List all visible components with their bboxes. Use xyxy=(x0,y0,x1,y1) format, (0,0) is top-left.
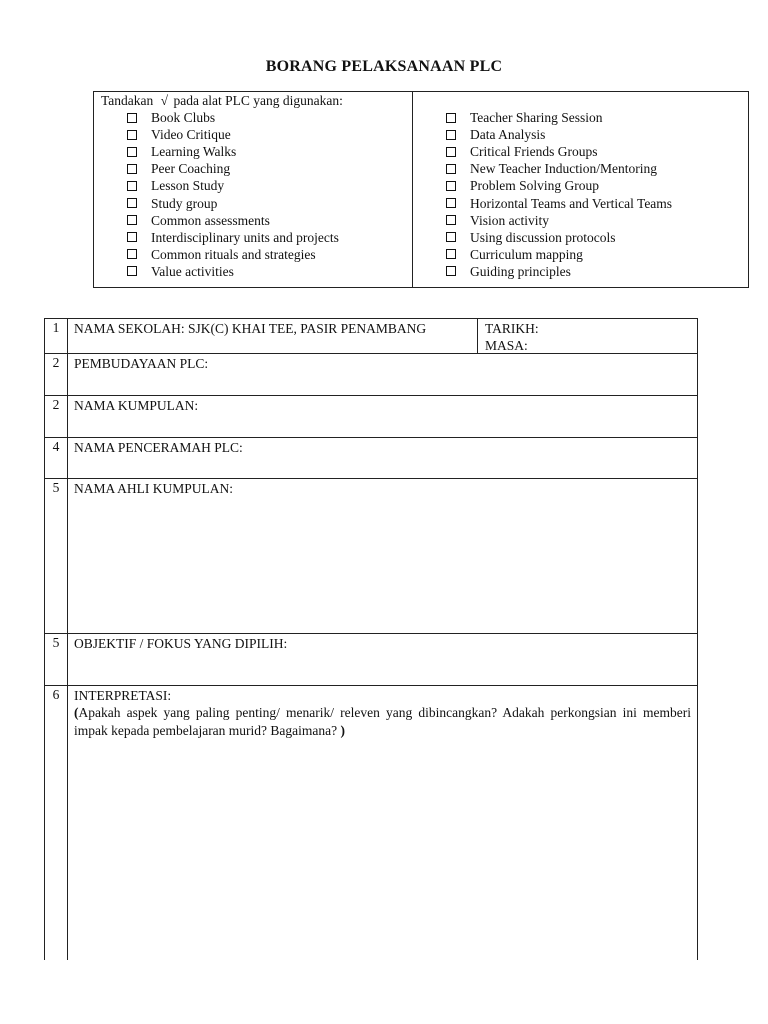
tool-item-discussion-protocols[interactable] xyxy=(446,229,672,246)
checkbox-icon[interactable] xyxy=(127,215,137,225)
tool-item-critical-friends[interactable] xyxy=(446,143,672,160)
tool-item-teacher-sharing[interactable] xyxy=(446,109,672,126)
checkbox-icon[interactable] xyxy=(446,232,456,242)
date-label: TARIKH: xyxy=(485,321,539,336)
tool-item-value-activities[interactable] xyxy=(127,263,339,280)
tool-item-curriculum-mapping[interactable] xyxy=(446,246,672,263)
school-name-field[interactable]: NAMA SEKOLAH: SJK(C) KHAI TEE, PASIR PENAMBANG xyxy=(68,319,478,353)
checkbox-icon[interactable] xyxy=(446,215,456,225)
plc-culture-field[interactable]: PEMBUDAYAAN PLC: xyxy=(74,356,209,371)
tool-label: Using discussion protocols xyxy=(470,229,616,245)
group-name-field[interactable]: NAMA KUMPULAN: xyxy=(74,398,199,413)
plc-form-table xyxy=(44,318,698,960)
tool-item-learning-walks[interactable] xyxy=(127,143,339,160)
date-time-field[interactable] xyxy=(478,319,697,353)
group-members-field[interactable]: NAMA AHLI KUMPULAN: xyxy=(74,481,234,496)
checkbox-icon[interactable] xyxy=(446,266,456,276)
checkbox-icon[interactable] xyxy=(127,130,137,140)
tool-label: Video Critique xyxy=(151,127,231,143)
tool-list-right xyxy=(446,109,672,280)
checkbox-icon[interactable] xyxy=(127,232,137,242)
check-mark-symbol: √ xyxy=(160,93,169,108)
checkbox-icon[interactable] xyxy=(127,164,137,174)
form-row-culture xyxy=(45,354,697,396)
checkbox-icon[interactable] xyxy=(127,198,137,208)
tool-item-data-analysis[interactable] xyxy=(446,126,672,143)
checklist-instruction xyxy=(101,93,343,109)
tool-label: Peer Coaching xyxy=(151,161,231,177)
checkbox-icon[interactable] xyxy=(446,181,456,191)
close-paren: ) xyxy=(340,723,346,738)
checkbox-icon[interactable] xyxy=(446,147,456,157)
tools-column-left xyxy=(94,92,413,287)
row-number: 1 xyxy=(45,319,68,353)
tool-label: Data Analysis xyxy=(470,127,546,143)
instruction-text-after: pada alat PLC yang digunakan: xyxy=(173,93,343,108)
row-number: 2 xyxy=(45,354,68,395)
tool-item-horizontal-vertical-teams[interactable] xyxy=(446,194,672,211)
checkbox-icon[interactable] xyxy=(446,130,456,140)
row-number: 6 xyxy=(45,686,68,960)
tool-label: Learning Walks xyxy=(151,144,237,160)
tool-label: Horizontal Teams and Vertical Teams xyxy=(470,195,673,211)
plc-tools-checklist xyxy=(93,91,749,288)
form-row-objective xyxy=(45,634,697,686)
tool-list-left xyxy=(127,109,339,280)
form-row-school xyxy=(45,319,697,354)
tool-item-common-rituals[interactable] xyxy=(127,246,339,263)
objective-focus-field[interactable]: OBJEKTIF / FOKUS YANG DIPILIH: xyxy=(74,636,288,651)
form-row-interpretation xyxy=(45,686,697,960)
interpretation-label: INTERPRETASI: xyxy=(74,688,172,703)
checkbox-icon[interactable] xyxy=(127,266,137,276)
tool-item-lesson-study[interactable] xyxy=(127,177,339,194)
tool-label: Study group xyxy=(151,195,218,211)
tool-item-study-group[interactable] xyxy=(127,194,339,211)
interpretation-field[interactable] xyxy=(68,686,697,960)
tool-label: Vision activity xyxy=(470,212,550,228)
checkbox-icon[interactable] xyxy=(127,113,137,123)
tool-item-vision-activity[interactable] xyxy=(446,212,672,229)
tool-item-video-critique[interactable] xyxy=(127,126,339,143)
row-number: 5 xyxy=(45,479,68,633)
speaker-name-field[interactable]: NAMA PENCERAMAH PLC: xyxy=(74,440,243,455)
checkbox-icon[interactable] xyxy=(446,164,456,174)
instruction-text-before: Tandakan xyxy=(101,93,154,108)
tool-item-interdisciplinary-units[interactable] xyxy=(127,229,339,246)
tool-label: Common rituals and strategies xyxy=(151,246,316,262)
tool-label: Guiding principles xyxy=(470,263,571,279)
tool-label: Critical Friends Groups xyxy=(470,144,598,160)
tool-item-problem-solving[interactable] xyxy=(446,177,672,194)
checkbox-icon[interactable] xyxy=(127,249,137,259)
form-row-members xyxy=(45,479,697,634)
interpretation-question: Apakah aspek yang paling penting/ menarik/ releven yang dibincangkan? Adakah perkongsian ini memberi impak kepada pembelajaran murid? Bagaimana? xyxy=(74,705,691,738)
checkbox-icon[interactable] xyxy=(446,113,456,123)
tool-label: Lesson Study xyxy=(151,178,225,194)
tool-label: Problem Solving Group xyxy=(470,178,600,194)
checkbox-icon[interactable] xyxy=(446,198,456,208)
tool-item-common-assessments[interactable] xyxy=(127,212,339,229)
tool-item-new-teacher-induction[interactable] xyxy=(446,160,672,177)
tools-column-right xyxy=(413,92,748,287)
checkbox-icon[interactable] xyxy=(127,181,137,191)
time-label: MASA: xyxy=(485,338,528,353)
form-title: BORANG PELAKSANAAN PLC xyxy=(265,58,503,75)
form-row-speaker xyxy=(45,438,697,479)
row-number: 2 xyxy=(45,396,68,437)
tool-item-guiding-principles[interactable] xyxy=(446,263,672,280)
checkbox-icon[interactable] xyxy=(446,249,456,259)
row-number: 4 xyxy=(45,438,68,478)
tool-label: New Teacher Induction/Mentoring xyxy=(470,161,657,177)
tool-label: Curriculum mapping xyxy=(470,246,583,262)
tool-item-peer-coaching[interactable] xyxy=(127,160,339,177)
checkbox-icon[interactable] xyxy=(127,147,137,157)
tool-label: Book Clubs xyxy=(151,110,216,126)
tool-label: Common assessments xyxy=(151,212,270,228)
tool-item-book-clubs[interactable] xyxy=(127,109,339,126)
interpretation-prompt xyxy=(74,704,691,740)
row-number: 5 xyxy=(45,634,68,685)
open-paren: ( xyxy=(74,705,79,720)
tool-label: Teacher Sharing Session xyxy=(470,110,603,126)
tool-label: Interdisciplinary units and projects xyxy=(151,229,339,245)
tool-label: Value activities xyxy=(151,263,234,279)
form-row-group-name xyxy=(45,396,697,438)
